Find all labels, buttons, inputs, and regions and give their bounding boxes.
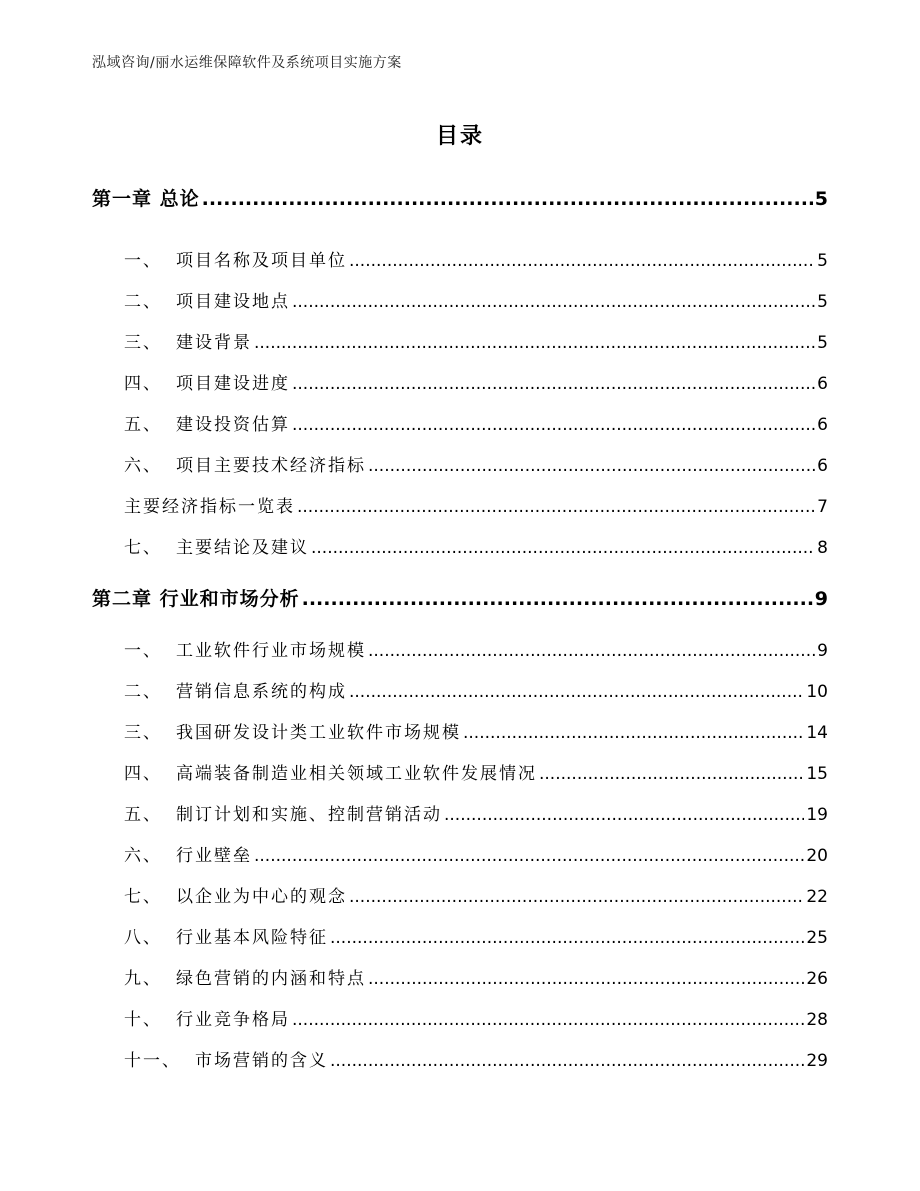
toc-entry[interactable] xyxy=(124,1005,828,1030)
toc-entry-label: 高端装备制造业相关领域工业软件发展情况 xyxy=(176,764,537,784)
toc-dot-leader xyxy=(254,846,804,866)
toc-page-number: 9 xyxy=(817,641,828,661)
toc-entry-number: 四、 xyxy=(124,374,162,394)
toc-entry-number: 二、 xyxy=(124,292,162,312)
toc-dot-leader xyxy=(311,538,815,558)
toc-entry-label: 行业竞争格局 xyxy=(176,1010,290,1030)
toc-entry-number: 六、 xyxy=(124,846,162,866)
toc-entry-label: 以企业为中心的观念 xyxy=(176,887,347,907)
toc-dot-leader xyxy=(463,723,804,743)
toc-entry-label: 绿色营销的内涵和特点 xyxy=(176,969,366,989)
running-header: 泓域咨询/丽水运维保障软件及系统项目实施方案 xyxy=(92,55,402,71)
toc-entry[interactable] xyxy=(124,677,828,702)
toc-entry-number: 八、 xyxy=(124,928,162,948)
toc-entry-label: 行业基本风险特征 xyxy=(176,928,328,948)
toc-page-number: 7 xyxy=(817,497,828,517)
toc-page-number: 20 xyxy=(806,846,828,866)
toc-entry[interactable] xyxy=(124,369,828,394)
toc-entry[interactable] xyxy=(124,246,828,271)
toc-dot-leader xyxy=(444,805,804,825)
toc-entry[interactable] xyxy=(124,923,828,948)
toc-entry-number: 六、 xyxy=(124,456,162,476)
toc-entry[interactable] xyxy=(124,1046,828,1071)
toc-entry[interactable] xyxy=(124,841,828,866)
toc-dot-leader xyxy=(292,374,815,394)
toc-page-number: 5 xyxy=(817,333,828,353)
toc-dot-leader xyxy=(254,333,815,353)
toc-dot-leader xyxy=(368,641,815,661)
toc-page-number: 22 xyxy=(806,887,828,907)
toc-entry-number: 五、 xyxy=(124,415,162,435)
toc-entry-number: 四、 xyxy=(124,764,162,784)
toc-page-number: 6 xyxy=(817,374,828,394)
toc-entry[interactable] xyxy=(124,800,828,825)
toc-entry-number: 五、 xyxy=(124,805,162,825)
toc-page-number: 6 xyxy=(817,456,828,476)
toc-entry-label: 建设投资估算 xyxy=(176,415,290,435)
toc-page-number: 15 xyxy=(806,764,828,784)
toc-entry[interactable] xyxy=(124,492,828,517)
toc-entry-label: 工业软件行业市场规模 xyxy=(176,641,366,661)
toc-entry[interactable] xyxy=(124,287,828,312)
toc-page-number: 5 xyxy=(814,188,828,210)
toc-dot-leader xyxy=(368,456,815,476)
toc-entry[interactable] xyxy=(124,882,828,907)
toc-dot-leader xyxy=(202,188,813,210)
toc-page-number: 5 xyxy=(817,292,828,312)
toc-dot-leader xyxy=(292,415,815,435)
toc-chapter-label: 第二章 行业和市场分析 xyxy=(92,588,300,610)
toc-entry[interactable] xyxy=(124,636,828,661)
toc-entry-number: 七、 xyxy=(124,538,162,558)
toc-entry-label: 项目建设进度 xyxy=(176,374,290,394)
toc-entry-number: 三、 xyxy=(124,723,162,743)
toc-title: 目录 xyxy=(435,124,484,149)
toc-entry-label: 项目建设地点 xyxy=(176,292,290,312)
toc-entry[interactable] xyxy=(124,718,828,743)
toc-page-number: 26 xyxy=(806,969,828,989)
toc-dot-leader xyxy=(368,969,804,989)
toc-page-number: 6 xyxy=(817,415,828,435)
toc-page-number: 8 xyxy=(817,538,828,558)
toc-entry[interactable] xyxy=(124,451,828,476)
toc-page-number: 10 xyxy=(806,682,828,702)
toc-dot-leader xyxy=(330,1051,804,1071)
toc-dot-leader xyxy=(297,497,815,517)
toc-page-number: 25 xyxy=(806,928,828,948)
toc-entry[interactable] xyxy=(124,533,828,558)
toc-entry-number: 一、 xyxy=(124,641,162,661)
toc-entry-number: 七、 xyxy=(124,887,162,907)
toc-page-number: 9 xyxy=(814,588,828,610)
toc-entry-number: 十、 xyxy=(124,1010,162,1030)
toc-entry-number: 十一、 xyxy=(124,1051,181,1071)
toc-entry-number: 九、 xyxy=(124,969,162,989)
toc-entry-label: 主要经济指标一览表 xyxy=(124,497,295,517)
toc-dot-leader xyxy=(539,764,804,784)
toc-dot-leader xyxy=(302,588,813,610)
toc-entry[interactable] xyxy=(124,328,828,353)
toc-dot-leader xyxy=(292,1010,804,1030)
toc-entry-number: 三、 xyxy=(124,333,162,353)
toc-entry-label: 行业壁垒 xyxy=(176,846,252,866)
toc-entry-label: 项目名称及项目单位 xyxy=(176,251,347,271)
toc-entry-number: 一、 xyxy=(124,251,162,271)
toc-entry-label: 项目主要技术经济指标 xyxy=(176,456,366,476)
toc-dot-leader xyxy=(349,887,804,907)
toc-page-number: 29 xyxy=(806,1051,828,1071)
toc-entry[interactable] xyxy=(124,410,828,435)
toc-chapter-2[interactable] xyxy=(92,584,828,611)
toc-entry[interactable] xyxy=(124,759,828,784)
toc-entry-label: 营销信息系统的构成 xyxy=(176,682,347,702)
toc-dot-leader xyxy=(330,928,804,948)
toc-entry-label: 我国研发设计类工业软件市场规模 xyxy=(176,723,461,743)
toc-page-number: 28 xyxy=(806,1010,828,1030)
toc-dot-leader xyxy=(292,292,815,312)
toc-dot-leader xyxy=(349,682,804,702)
toc-page-number: 5 xyxy=(817,251,828,271)
toc-chapter-label: 第一章 总论 xyxy=(92,188,200,210)
toc-entry-label: 主要结论及建议 xyxy=(176,538,309,558)
toc-entry[interactable] xyxy=(124,964,828,989)
toc-entry-number: 二、 xyxy=(124,682,162,702)
toc-page-number: 14 xyxy=(806,723,828,743)
toc-dot-leader xyxy=(349,251,815,271)
toc-entry-label: 市场营销的含义 xyxy=(195,1051,328,1071)
toc-chapter-1[interactable] xyxy=(92,184,828,211)
toc-entry-label: 建设背景 xyxy=(176,333,252,353)
toc-entry-label: 制订计划和实施、控制营销活动 xyxy=(176,805,442,825)
toc-page-number: 19 xyxy=(806,805,828,825)
